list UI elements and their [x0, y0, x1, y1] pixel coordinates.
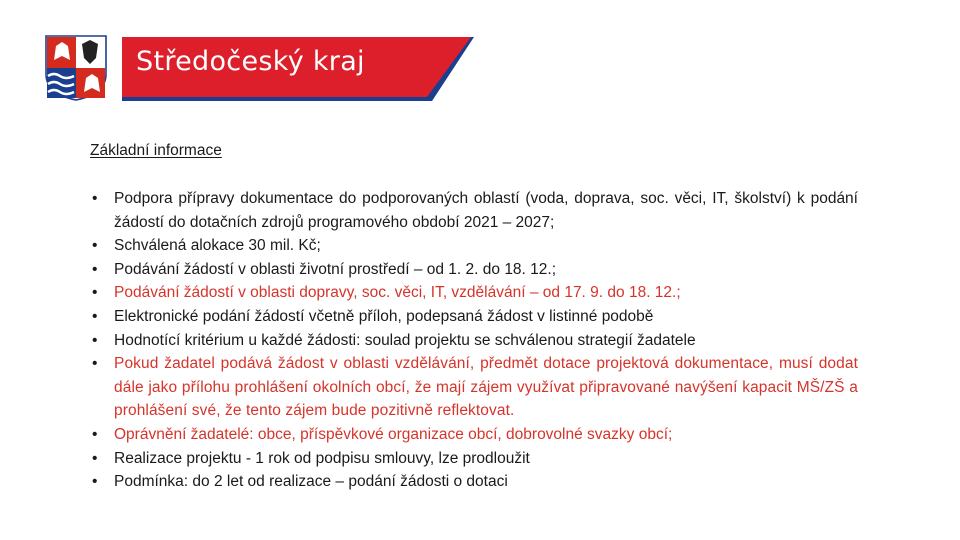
- list-item-text: Hodnotící kritérium u každé žádosti: soulad projektu se schválenou strategií žadatele: [114, 331, 696, 349]
- list-item-highlighted: [92, 281, 858, 305]
- section-heading: Základní informace: [90, 142, 222, 159]
- list-item: [92, 470, 858, 494]
- list-item-text: Podávání žádostí v oblasti životní prostředí – od 1. 2. do 18. 12.;: [114, 260, 557, 278]
- list-item: [92, 234, 858, 258]
- list-item-text: Realizace projektu - 1 rok od podpisu smlouvy, lze prodloužit: [114, 449, 530, 467]
- list-item-text: Oprávnění žadatelé: obce, příspěvkové organizace obcí, dobrovolné svazky obcí;: [114, 425, 673, 443]
- list-item-text: Podávání žádostí v oblasti dopravy, soc. věci, IT, vzdělávání – od 17. 9. do 18. 12.;: [114, 284, 681, 302]
- list-item-text: Podpora přípravy dokumentace do podporovaných oblastí (voda, doprava, soc. věci, IT, školství) k podání žádostí do dotačních zdrojů programového období 2021 – 2027;: [114, 190, 858, 231]
- list-item-highlighted: [92, 352, 858, 423]
- list-item: [92, 447, 858, 471]
- list-item: [92, 187, 858, 234]
- list-item-text: Podmínka: do 2 let od realizace – podání žádosti o dotaci: [114, 473, 508, 491]
- list-item-text: Schválená alokace 30 mil. Kč;: [114, 237, 321, 255]
- list-item-highlighted: [92, 423, 858, 447]
- list-item-text: Elektronické podání žádostí včetně příloh, podepsaná žádost v listinné podobě: [114, 307, 654, 325]
- list-item: [92, 258, 858, 282]
- info-list: [92, 187, 858, 494]
- coat-of-arms-icon: [44, 34, 108, 102]
- region-logo: [44, 34, 484, 104]
- list-item-text: Pokud žadatel podává žádost v oblasti vzdělávání, předmět dotace projektová dokumentace, musí dodat dále jako přílohu prohlášení okolních obcí, že mají zájem využívat připravované navýšení kapacit MŠ/ZŠ a prohlášení své, že tento zájem bude pozitivně reflektovat.: [114, 355, 858, 420]
- logo-text: Středočeský kraj: [136, 46, 365, 77]
- list-item: [92, 329, 858, 353]
- list-item: [92, 305, 858, 329]
